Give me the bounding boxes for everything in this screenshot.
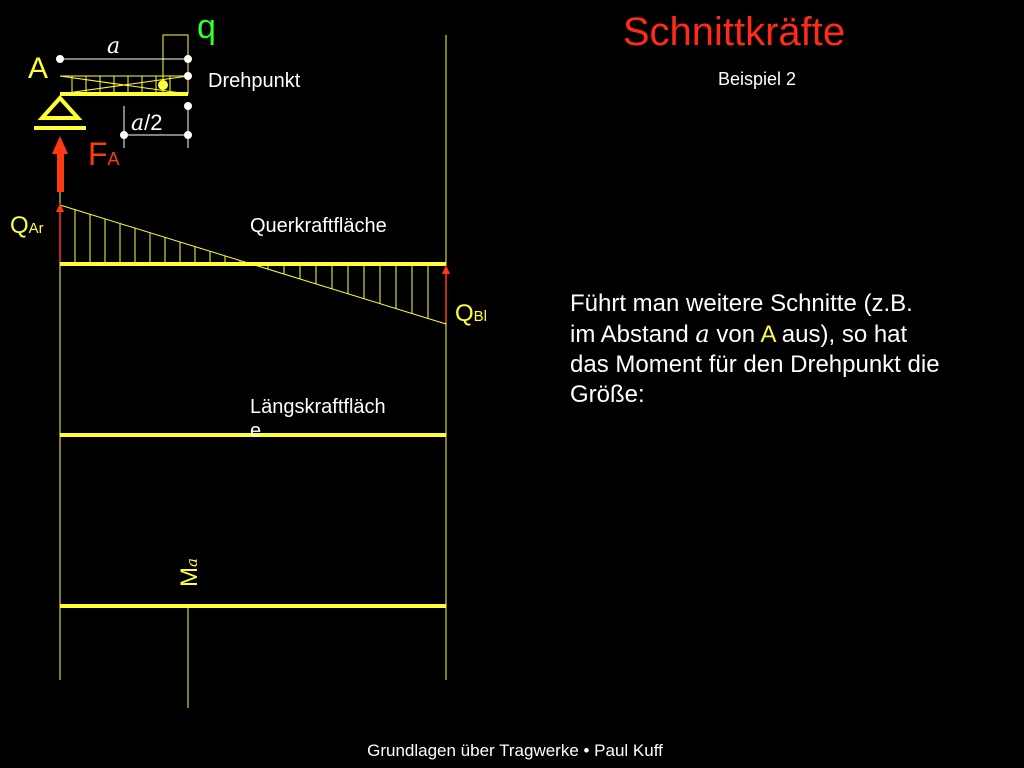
span-label: a xyxy=(107,34,121,59)
explanation-line-2-mid: von xyxy=(709,321,761,348)
shear-left-sub: Ar xyxy=(28,220,44,237)
distributed-load xyxy=(60,35,188,94)
explanation-line-2-pre: im Abstand xyxy=(570,321,696,348)
load-label: q xyxy=(197,8,216,46)
half-span-suffix: /2 xyxy=(144,110,163,135)
explanation-line-2 xyxy=(570,319,1015,350)
pivot-label: Drehpunkt xyxy=(208,70,301,92)
reaction-main: F xyxy=(88,136,108,172)
shear-left-arrow xyxy=(56,203,64,262)
shear-right-arrow xyxy=(442,265,450,322)
shear-right-main: Q xyxy=(455,300,474,327)
explanation-line-2-post: aus), so hat xyxy=(775,321,908,348)
shear-left-label xyxy=(10,212,44,240)
reaction-label xyxy=(88,136,120,173)
reaction-sub: A xyxy=(107,149,120,169)
explanation-text xyxy=(570,289,1015,410)
half-span-var: a xyxy=(131,111,145,136)
pivot-point xyxy=(158,80,168,90)
slide-subtitle: Beispiel 2 xyxy=(717,69,797,89)
explanation-var-a: a xyxy=(695,320,710,348)
shear-right-label xyxy=(455,300,487,328)
shear-area-label: Querkraftfläche xyxy=(250,215,387,237)
slide-title: Schnittkräfte xyxy=(622,10,846,54)
moment-sub: a xyxy=(183,558,201,567)
half-span-label xyxy=(131,110,162,136)
moment-label xyxy=(176,558,204,587)
explanation-line-1: Führt man weitere Schnitte (z.B. xyxy=(570,290,913,317)
normal-area-label xyxy=(250,395,386,443)
shear-right-sub: Bl xyxy=(473,308,488,325)
normal-area-label-line1: Längskraftfläch xyxy=(250,396,386,418)
support-label: A xyxy=(28,52,49,85)
normal-area-label-line2: e xyxy=(250,420,262,442)
reaction-arrow xyxy=(52,136,68,192)
pin-support xyxy=(34,98,86,128)
footer-credit: Grundlagen über Tragwerke • Paul Kuff xyxy=(367,741,663,760)
shear-left-main: Q xyxy=(10,212,29,239)
explanation-line-4: Größe: xyxy=(570,381,645,408)
moment-main: M xyxy=(176,567,203,587)
explanation-line-3: das Moment für den Drehpunkt die xyxy=(570,351,940,378)
explanation-highlight-a: A xyxy=(760,321,776,348)
